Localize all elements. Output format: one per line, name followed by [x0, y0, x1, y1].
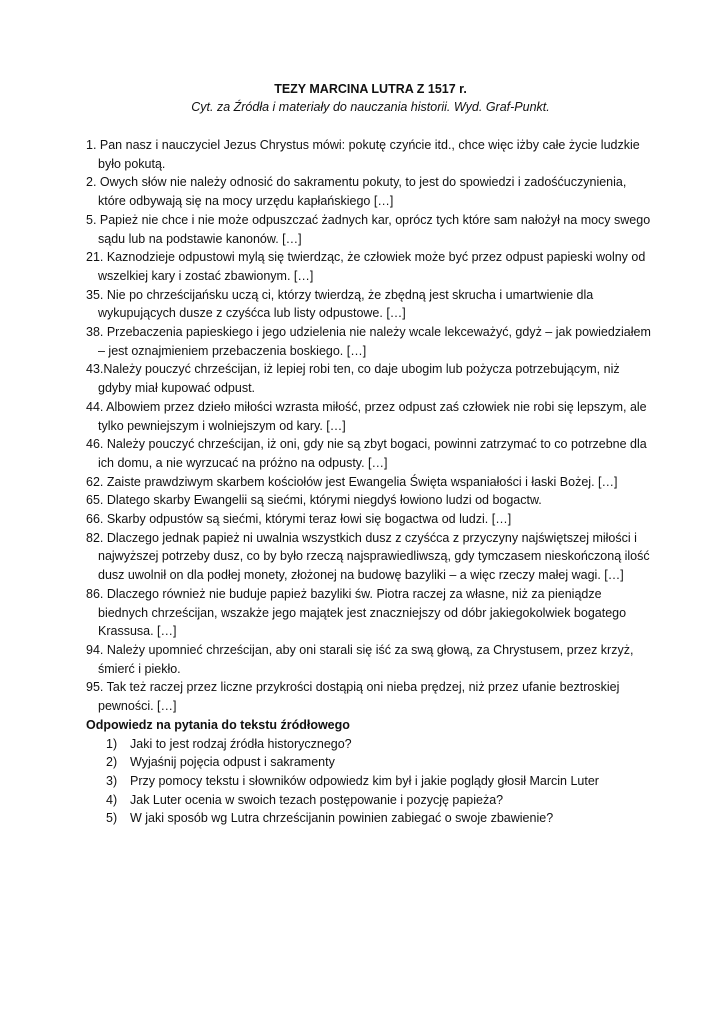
- document-title: TEZY MARCINA LUTRA Z 1517 r.: [274, 82, 467, 96]
- question-item: [86, 791, 655, 810]
- thesis-item: 35. Nie po chrześcijańsku uczą ci, którzy twierdzą, że zbędną jest skrucha i umartwienie dla wykupujących dusze z czyśćca lub listy odpustowe. […]: [86, 287, 594, 321]
- thesis-item: 1. Pan nasz i nauczyciel Jezus Chrystus mówi: pokutę czyńcie itd., chce więc iżby całe życie ludzkie było pokutą.: [86, 138, 640, 171]
- question-number: 5): [106, 811, 118, 826]
- thesis-item: 38. Przebaczenia papieskiego i jego udzielenia nie należy wcale lekceważyć, gdyż – jak powiedziałem – jest oznajmieniem przebaczenia boskiego. […]: [86, 325, 651, 358]
- question-text: Jaki to jest rodzaj źródła historycznego?: [130, 736, 352, 751]
- thesis-item: 66. Skarby odpustów są siećmi, którymi teraz łowi się bogactwa od ludzi. […]: [86, 512, 512, 527]
- thesis-item: 62. Zaiste prawdziwym skarbem kościołów jest Ewangelia Święta wspaniałości i łaski Bożej. […]: [86, 474, 618, 489]
- thesis-item: 5. Papież nie chce i nie może odpuszczać żadnych kar, oprócz tych które sam nałożył na mocy swego sądu lub na podstawie kanonów. […]: [86, 212, 651, 246]
- thesis-item: 95. Tak też raczej przez liczne przykrości dostąpią oni nieba prędzej, niż przez ufanie beztroskiej pewności. […]: [86, 680, 620, 714]
- question-text: W jaki sposób wg Lutra chrześcijanin powinien zabiegać o swoje zbawienie?: [130, 811, 554, 826]
- questions-list: [86, 735, 655, 829]
- question-text: Wyjaśnij pojęcia odpust i sakramenty: [130, 755, 335, 770]
- questions-heading: Odpowiedz na pytania do tekstu źródłowego: [86, 717, 350, 732]
- question-number: 1): [106, 736, 118, 751]
- thesis-item: 65. Dlatego skarby Ewangelii są siećmi, którymi niegdyś łowiono ludzi od bogactw.: [86, 493, 542, 508]
- question-item: [86, 809, 655, 828]
- question-text: Jak Luter ocenia w swoich tezach postępowanie i pozycję papieża?: [130, 792, 504, 807]
- thesis-item: 94. Należy upomnieć chrześcijan, aby oni starali się iść za swą głową, za Chrystusem, przez krzyż, śmierć i piekło.: [86, 642, 634, 676]
- question-number: 4): [106, 792, 118, 807]
- theses-list: [86, 136, 655, 716]
- question-item: [86, 753, 655, 772]
- thesis-item: 43.Należy pouczyć chrześcijan, iż lepiej robi ten, co daje ubogim lub pożycza potrzebującym, niż gdyby miał kupować odpust.: [86, 362, 620, 396]
- thesis-item: 2. Owych słów nie należy odnosić do sakramentu pokuty, to jest do spowiedzi i zadośćuczynienia, które odbywają się na mocy urzędu kapłańskiego […]: [86, 175, 627, 209]
- question-text: Przy pomocy tekstu i słowników odpowiedz kim był i jakie poglądy głosił Marcin Luter: [130, 773, 599, 788]
- question-item: [86, 735, 655, 754]
- thesis-item: 82. Dlaczego jednak papież ni uwalnia wszystkich dusz z czyśćca z przyczyny najświętszej miłości i najwyższej potrzeby dusz, co by było rzeczą najsprawiedliwszą, gdy tymczasem nieskończoną ilość dusz uwolnił on dla podłej monety, złożonej na budowę bazyliki – a więc rzeczy małej wagi. […]: [86, 530, 650, 583]
- thesis-item: 44. Albowiem przez dzieło miłości wzrasta miłość, przez odpust zaś człowiek nie robi się lepszym, ale tylko pewniejszym i wolniejszym od kary. […]: [86, 399, 647, 433]
- question-number: 3): [106, 773, 118, 788]
- thesis-item: 21. Kaznodzieje odpustowi mylą się twierdząc, że człowiek może być przez odpust papieski wolny od wszelkiej kary i zostać zbawionym. […]: [86, 250, 646, 283]
- document-subtitle: Cyt. za Źródła i materiały do nauczania historii. Wyd. Graf-Punkt.: [191, 100, 550, 114]
- question-item: [86, 772, 655, 791]
- thesis-item: 86. Dlaczego również nie buduje papież bazyliki św. Piotra raczej za własne, niż za pieniądze biednych chrześcijan, wszakże jego majątek jest znaczniejszy od dóbr jakiegokolwiek bogatego Krassusa. […]: [86, 586, 627, 639]
- question-number: 2): [106, 755, 118, 770]
- thesis-item: 46. Należy pouczyć chrześcijan, iż oni, gdy nie są zbyt bogaci, powinni zatrzymać to co potrzebne dla ich domu, a nie wyrzucać na próżno na odpusty. […]: [86, 437, 647, 470]
